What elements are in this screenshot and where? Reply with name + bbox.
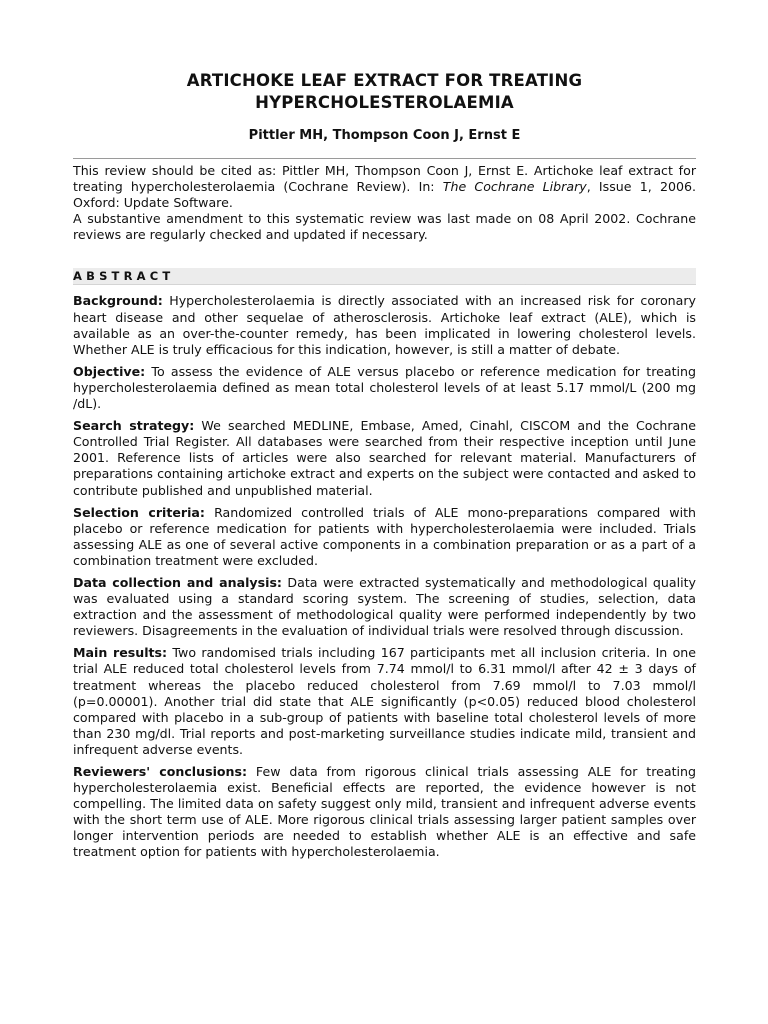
citation-publisher: , Issue 1, 2006. Oxford: Update Software. [73,179,696,211]
abstract-section-objective [73,364,696,412]
abstract-section-selection-criteria [73,505,696,569]
section-text: To assess the evidence of ALE versus placebo or reference medication for treating hypercholesterolaemia defined as mean total cholesterol levels of at least 5.17 mmol/L (200 mg /dL). [73,363,696,412]
abstract-section-background [73,293,696,357]
section-text: We searched MEDLINE, Embase, Amed, Cinahl, CISCOM and the Cochrane Controlled Trial Register. All databases were searched from their respective inception until June 2001. Reference lists of articles were also searched for relevant material. Manufacturers of preparations containing artichoke extract and experts on the subject were contacted and asked to contribute published and unpublished material. [73,418,696,498]
abstract-section-search-strategy [73,418,696,498]
divider [73,158,696,159]
document-title [67,70,702,114]
abstract-section-data-collection [73,575,696,639]
section-label: Main results: [73,645,168,661]
authors: Pittler MH, Thompson Coon J, Ernst E [248,128,521,143]
section-text: Randomized controlled trials of ALE mono-preparations compared with placebo or reference medication for patients with hypercholesterolaemia were included. Trials assessing ALE as one of several active components in a combination preparation or as a part of a combination treatment were excluded. [73,504,696,568]
section-label: Data collection and analysis: [73,574,282,590]
title-line-2: HYPERCHOLESTEROLAEMIA [255,93,514,112]
section-label: Reviewers' conclusions: [73,764,248,779]
section-text: Few data from rigorous clinical trials assessing ALE for treating hypercholesterolaemia exist. Beneficial effects are reported, the evidence however is not compelling. The limited data on safety suggest only mild, transient and infrequent adverse events with the short term use of ALE. More rigorous clinical trials assessing larger patient samples over longer intervention periods are needed to establish whether ALE is an effective and safe treatment option for patients with hypercholesterolaemia. [73,764,696,860]
citation-source: The Cochrane Library [442,179,587,195]
section-text: Two randomised trials including 167 participants met all inclusion criteria. In one trial ALE reduced total cholesterol levels from 7.74 mmol/l to 6.31 mmol/l after 42 ± 3 days of treatment whereas the placebo reduced cholesterol from 7.69 mmol/l to 7.03 mmol/l (p=0.00001). Another trial did state that ALE significantly (p<0.05) reduced blood cholesterol compared with placebo in a sub-group of patients with baseline total cholesterol levels of more than 230 mg/dl. Trial reports and post-marketing surveillance studies indicate mild, transient and infrequent adverse events. [73,645,697,757]
abstract-body [73,293,696,860]
amendment-paragraph: A substantive amendment to this systematic review was last made on 08 April 2002. Cochrane reviews are regularly checked and updated if necessary. [73,211,696,243]
section-label: Objective: [73,363,146,379]
citation-paragraph [73,163,696,211]
abstract-section-main-results [73,645,696,758]
section-text: Hypercholesterolaemia is directly associated with an increased risk for coronary heart disease and other sequelae of atherosclerosis. Artichoke leaf extract (ALE), which is available as an over-the-counter remedy, has been implicated in lowering cholesterol levels. Whether ALE is truly efficacious for this indication, however, is still a matter of debate. [73,293,696,357]
title-line-1: ARTICHOKE LEAF EXTRACT FOR TREATING [186,71,583,90]
abstract-heading: ABSTRACT [73,268,696,284]
abstract-section-conclusions [73,764,696,861]
section-label: Selection criteria: [73,504,205,520]
abstract-divider [73,284,696,285]
section-label: Background: [73,293,163,309]
section-text: Data were extracted systematically and methodological quality was evaluated using a standard scoring system. The screening of studies, selection, data extraction and the assessment of methodological quality were performed independently by two reviewers. Disagreements in the evaluation of individual trials were resolved through discussion. [73,574,697,639]
section-label: Search strategy: [73,418,195,434]
citation-text: This review should be cited as: Pittler MH, Thompson Coon J, Ernst E. Artichoke leaf extract for treating hypercholesterolaemia (Cochrane Review). In: [73,163,696,195]
